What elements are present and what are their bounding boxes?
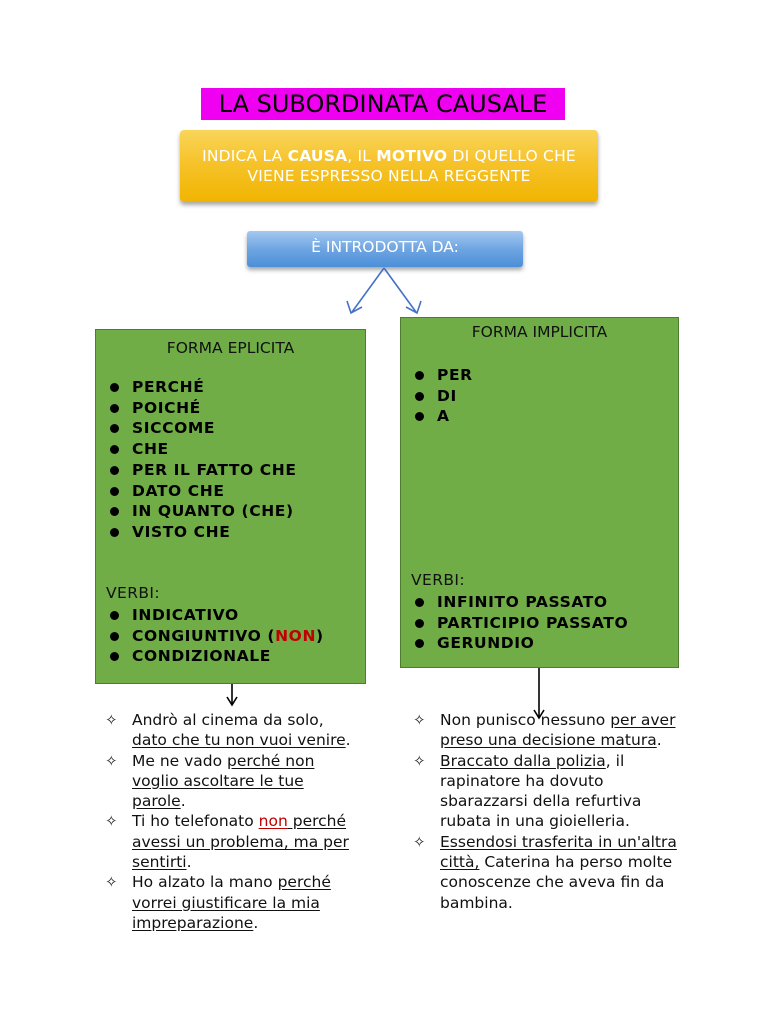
- list-item: POICHÉ: [106, 398, 297, 419]
- implicit-prepositions-list: [411, 365, 473, 427]
- list-item: CHE: [106, 439, 297, 460]
- implicit-verbs-label: VERBI:: [411, 571, 465, 589]
- list-item: PARTICIPIO PASSATO: [411, 613, 628, 634]
- non-highlight: NON: [275, 626, 317, 645]
- list-item: CONGIUNTIVO (NON): [106, 626, 324, 647]
- implicit-verbs-list: [411, 592, 628, 654]
- list-item: IN QUANTO (CHE): [106, 501, 297, 522]
- example-item: ✧ Me ne vado perché non voglio ascoltare le tue parole.: [105, 751, 315, 811]
- star-bullet-icon: ✧: [105, 711, 118, 729]
- list-item: PER: [411, 365, 473, 386]
- implicit-form-heading: FORMA IMPLICITA: [471, 323, 608, 341]
- explicit-verbs-list: [106, 605, 324, 667]
- arrowhead-explicit: [347, 301, 362, 313]
- split-arrows: [347, 268, 421, 313]
- example-item: ✧ Ti ho telefonato non perché avessi un problema, ma per sentirti.: [105, 812, 349, 872]
- explicit-form-box: [95, 329, 366, 684]
- explicit-conjunctions-list: [106, 377, 297, 543]
- star-bullet-icon: ✧: [413, 711, 426, 729]
- example-item: ✧ Ho alzato la mano perché vorrei giustificare la mia impreparazione.: [105, 873, 331, 932]
- motivo-keyword: MOTIVO: [376, 147, 448, 165]
- star-bullet-icon: ✧: [105, 812, 118, 831]
- star-bullet-icon: ✧: [105, 751, 118, 770]
- list-item: DATO CHE: [106, 481, 297, 502]
- list-item: PERCHÉ: [106, 377, 297, 398]
- list-item: A: [411, 406, 473, 427]
- list-item: DI: [411, 386, 473, 407]
- explicit-verbs-label: VERBI:: [106, 584, 160, 602]
- arrow-to-implicit: [384, 268, 416, 312]
- implicit-examples-list: [411, 710, 681, 913]
- example-item: ✧ Non punisco nessuno per aver preso una decisione matura.: [413, 711, 676, 750]
- list-item: CONDIZIONALE: [106, 646, 324, 667]
- list-item: INDICATIVO: [106, 605, 324, 626]
- explicit-examples-list: [103, 710, 358, 933]
- list-item: VISTO CHE: [106, 522, 297, 543]
- example-item: ✧ Braccato dalla polizia, il rapinatore ha dovuto sbarazzarsi della refurtiva rubata in una gioielleria.: [413, 751, 642, 831]
- star-bullet-icon: ✧: [413, 832, 426, 851]
- list-item: SICCOME: [106, 418, 297, 439]
- list-item: GERUNDIO: [411, 633, 628, 654]
- star-bullet-icon: ✧: [105, 873, 118, 892]
- arrow-to-explicit: [352, 268, 384, 312]
- example-item: ✧ Essendosi trasferita in un'altra città, Caterina ha perso molte conoscenze che aveva fin da bambina.: [413, 832, 677, 912]
- implicit-form-box: [400, 317, 679, 668]
- cause-keyword: CAUSA: [287, 147, 348, 165]
- explicit-form-heading: FORMA EPLICITA: [166, 339, 295, 357]
- page-title: LA SUBORDINATA CAUSALE: [201, 88, 565, 120]
- star-bullet-icon: ✧: [413, 751, 426, 770]
- list-item: INFINITO PASSATO: [411, 592, 628, 613]
- example-item: ✧ Andrò al cinema da solo, dato che tu non vuoi venire.: [105, 711, 351, 750]
- arrowhead-implicit: [406, 301, 421, 313]
- introduced-by-box: È INTRODOTTA DA:: [247, 231, 523, 267]
- cause-definition-text: INDICA LA CAUSA, IL MOTIVO DI QUELLO CHE VIENE ESPRESSO NELLA REGGENTE: [202, 147, 576, 185]
- list-item: PER IL FATTO CHE: [106, 460, 297, 481]
